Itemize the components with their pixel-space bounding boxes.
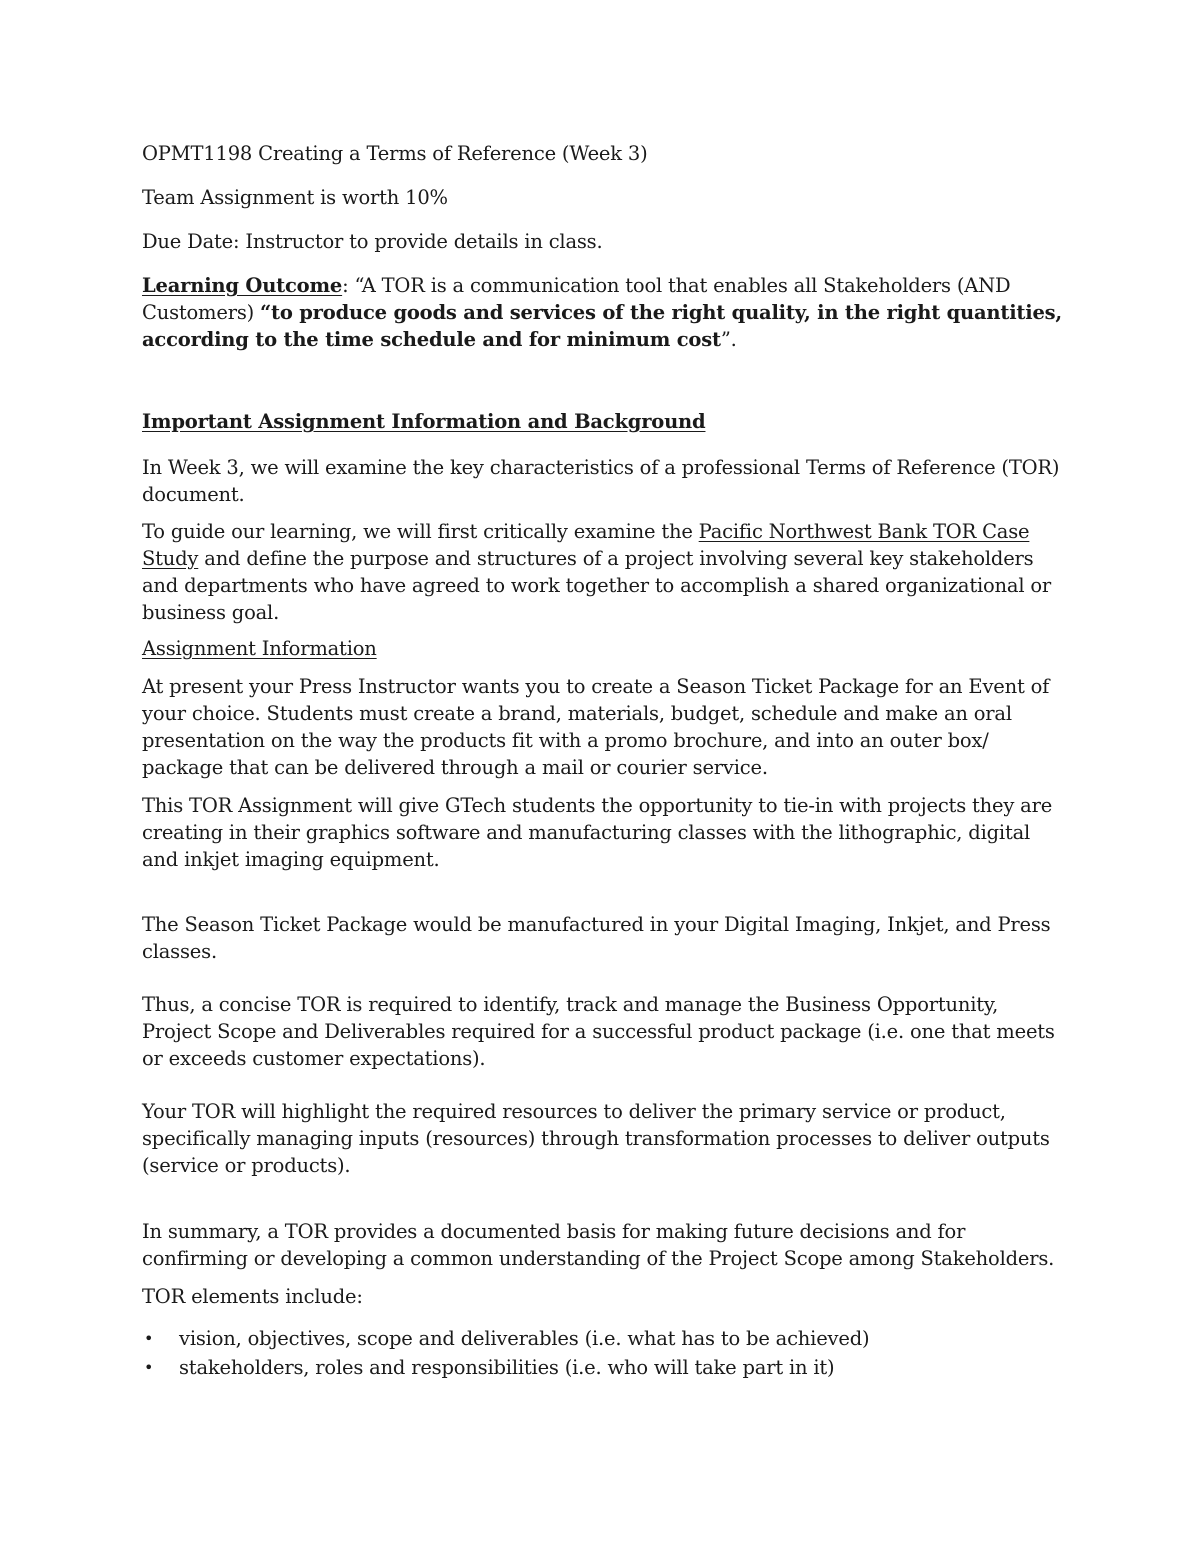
assignment-paragraph-6: In summary, a TOR provides a documented basis for making future decisions and for confirming or developing a common understanding of the Project Scope among Stakeholders. [142, 1220, 1055, 1270]
learning-outcome-paragraph [142, 272, 1072, 353]
learning-outcome-separator: : [342, 274, 355, 297]
assignment-paragraph-1: At present your Press Instructor wants you to create a Season Ticket Package for an Event of your choice. Students must create a brand, materials, budget, schedule and make an oral presentation on the way the products fit with a promo brochure, and into an outer box/ package that can be delivered through a mail or courier service. [142, 675, 1050, 779]
assignment-paragraph-2: This TOR Assignment will give GTech students the opportunity to tie-in with projects they are creating in their graphics software and manufacturing classes with the lithographic, digital and inkjet imaging equipment. [142, 794, 1053, 871]
background-paragraph-2-rest: and define the purpose and structures of a project involving several key stakeholders and departments who have agreed to work together to accomplish a shared organizational or business goal. [142, 547, 1052, 624]
learning-outcome-label: Learning Outcome [142, 274, 343, 297]
learning-outcome-end: ”. [720, 328, 737, 351]
document-page [142, 140, 1072, 1382]
document-title: OPMT1198 Creating a Terms of Reference (Week 3) [142, 142, 648, 165]
bullet-icon: • [144, 1329, 154, 1348]
list-item-text: vision, objectives, scope and deliverables (i.e. what has to be achieved) [179, 1327, 870, 1350]
background-paragraph-2-intro: To guide our learning, we will first critically examine the [142, 520, 699, 543]
background-heading: Important Assignment Information and Background [142, 410, 706, 433]
background-paragraph-1: In Week 3, we will examine the key characteristics of a professional Terms of Reference (TOR) document. [142, 456, 1060, 506]
case-study-link[interactable]: Pacific Northwest Bank TOR Case Study [142, 520, 1030, 570]
assignment-info-heading: Assignment Information [142, 637, 377, 660]
list-item [142, 1324, 1072, 1353]
learning-outcome-text: “A TOR is a communication tool that enables all Stakeholders (AND Customers) [142, 274, 1011, 324]
tor-elements-list [142, 1324, 1072, 1382]
tor-elements-intro: TOR elements include: [142, 1285, 363, 1308]
assignment-paragraph-4: Thus, a concise TOR is required to identify, track and manage the Business Opportunity, Project Scope and Deliverables required for a successful product package (i.e. one that meets or exceeds customer expectations). [142, 993, 1055, 1070]
list-item [142, 1353, 1072, 1382]
bullet-icon: • [144, 1358, 154, 1377]
assignment-paragraph-3: The Season Ticket Package would be manufactured in your Digital Imaging, Inkjet, and Press classes. [142, 913, 1051, 963]
learning-outcome-emphasis: “to produce goods and services of the right quality, in the right quantities, according to the time schedule and for minimum cost [142, 301, 1063, 351]
list-item-text: stakeholders, roles and responsibilities (i.e. who will take part in it) [179, 1356, 835, 1379]
due-date: Due Date: Instructor to provide details in class. [142, 230, 603, 253]
assignment-weight: Team Assignment is worth 10% [142, 186, 448, 209]
background-paragraph-2 [142, 518, 1072, 626]
assignment-paragraph-5: Your TOR will highlight the required resources to deliver the primary service or product, specifically managing inputs (resources) through transformation processes to deliver outputs (service or products). [142, 1100, 1050, 1177]
